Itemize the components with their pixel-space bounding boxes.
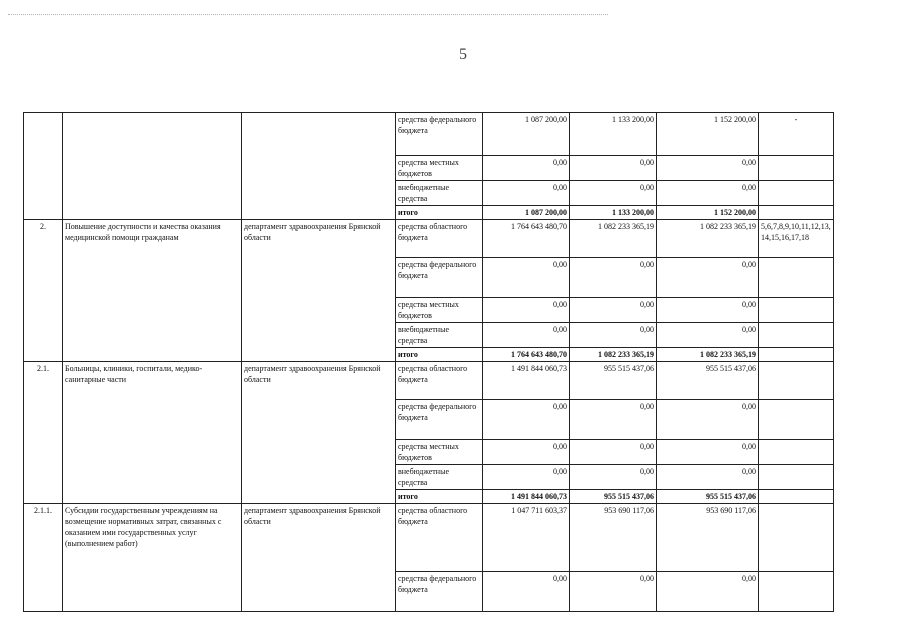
amount-year-1-cell: 0,00 — [483, 156, 570, 181]
target-indicators-cell — [759, 572, 834, 612]
target-indicators-cell — [759, 181, 834, 206]
table-row — [24, 113, 834, 156]
amount-year-1-cell: 1 087 200,00 — [483, 113, 570, 156]
table-row — [24, 362, 834, 400]
funding-source-cell: средства федерального бюджета — [396, 400, 483, 440]
amount-year-3-cell: 1 082 233 365,19 — [657, 220, 759, 258]
amount-year-2-cell: 0,00 — [570, 258, 657, 298]
amount-year-3-cell: 0,00 — [657, 323, 759, 348]
amount-year-1-cell: 1 491 844 060,73 — [483, 362, 570, 400]
activity-name-cell: Повышение доступности и качества оказания медицинской помощи гражданам — [63, 220, 242, 362]
amount-year-1-cell: 1 491 844 060,73 — [483, 490, 570, 504]
row-index-cell: 2.1. — [24, 362, 63, 504]
amount-year-1-cell: 0,00 — [483, 258, 570, 298]
funding-source-cell: итого — [396, 490, 483, 504]
funding-source-cell: средства областного бюджета — [396, 220, 483, 258]
amount-year-3-cell: 1 152 200,00 — [657, 206, 759, 220]
row-index-cell — [24, 113, 63, 220]
amount-year-3-cell: 955 515 437,06 — [657, 362, 759, 400]
target-indicators-cell: - — [759, 113, 834, 156]
table-row — [24, 220, 834, 258]
executor-cell: департамент здравоохранения Брянской области — [242, 504, 396, 612]
amount-year-2-cell: 0,00 — [570, 440, 657, 465]
amount-year-2-cell: 1 133 200,00 — [570, 206, 657, 220]
budget-table-body — [24, 113, 834, 612]
amount-year-2-cell: 0,00 — [570, 156, 657, 181]
amount-year-1-cell: 0,00 — [483, 400, 570, 440]
amount-year-2-cell: 955 515 437,06 — [570, 362, 657, 400]
funding-source-cell: внебюджетные средства — [396, 465, 483, 490]
executor-cell — [242, 113, 396, 220]
funding-source-cell: внебюджетные средства — [396, 323, 483, 348]
amount-year-1-cell: 0,00 — [483, 323, 570, 348]
amount-year-1-cell: 0,00 — [483, 465, 570, 490]
funding-source-cell: средства областного бюджета — [396, 504, 483, 572]
executor-cell: департамент здравоохранения Брянской области — [242, 220, 396, 362]
amount-year-2-cell: 953 690 117,06 — [570, 504, 657, 572]
amount-year-3-cell: 0,00 — [657, 156, 759, 181]
amount-year-3-cell: 0,00 — [657, 440, 759, 465]
funding-source-cell: средства местных бюджетов — [396, 298, 483, 323]
amount-year-2-cell: 1 082 233 365,19 — [570, 220, 657, 258]
amount-year-1-cell: 0,00 — [483, 181, 570, 206]
amount-year-2-cell: 0,00 — [570, 323, 657, 348]
table-row — [24, 504, 834, 572]
activity-name-cell: Субсидии государственным учреждениям на возмещение нормативных затрат, связанных с оказанием ими государственных услуг (выполнением работ) — [63, 504, 242, 612]
row-index-cell: 2.1.1. — [24, 504, 63, 612]
amount-year-3-cell: 0,00 — [657, 400, 759, 440]
scan-artifact-line — [8, 14, 608, 15]
amount-year-3-cell: 0,00 — [657, 258, 759, 298]
amount-year-1-cell: 0,00 — [483, 572, 570, 612]
amount-year-2-cell: 1 082 233 365,19 — [570, 348, 657, 362]
target-indicators-cell — [759, 156, 834, 181]
target-indicators-cell — [759, 258, 834, 298]
funding-source-cell: итого — [396, 206, 483, 220]
target-indicators-cell — [759, 206, 834, 220]
page-number: 5 — [459, 46, 467, 63]
amount-year-1-cell: 1 047 711 603,37 — [483, 504, 570, 572]
target-indicators-cell: 5,6,7,8,9,10,11,12,13,14,15,16,17,18 — [759, 220, 834, 258]
amount-year-3-cell: 0,00 — [657, 298, 759, 323]
amount-year-1-cell: 1 764 643 480,70 — [483, 348, 570, 362]
amount-year-3-cell: 1 152 200,00 — [657, 113, 759, 156]
target-indicators-cell — [759, 298, 834, 323]
row-index-cell: 2. — [24, 220, 63, 362]
amount-year-3-cell: 0,00 — [657, 465, 759, 490]
activity-name-cell — [63, 113, 242, 220]
funding-source-cell: средства федерального бюджета — [396, 113, 483, 156]
target-indicators-cell — [759, 348, 834, 362]
amount-year-1-cell: 1 087 200,00 — [483, 206, 570, 220]
amount-year-1-cell: 1 764 643 480,70 — [483, 220, 570, 258]
amount-year-2-cell: 0,00 — [570, 181, 657, 206]
amount-year-2-cell: 1 133 200,00 — [570, 113, 657, 156]
amount-year-2-cell: 0,00 — [570, 298, 657, 323]
budget-table — [23, 112, 834, 612]
amount-year-2-cell: 0,00 — [570, 572, 657, 612]
funding-source-cell: внебюджетные средства — [396, 181, 483, 206]
funding-source-cell: средства местных бюджетов — [396, 156, 483, 181]
amount-year-1-cell: 0,00 — [483, 298, 570, 323]
funding-source-cell: средства федерального бюджета — [396, 258, 483, 298]
target-indicators-cell — [759, 504, 834, 572]
activity-name-cell: Больницы, клиники, госпитали, медико-санитарные части — [63, 362, 242, 504]
target-indicators-cell — [759, 323, 834, 348]
amount-year-2-cell: 0,00 — [570, 400, 657, 440]
amount-year-3-cell: 955 515 437,06 — [657, 490, 759, 504]
executor-cell: департамент здравоохранения Брянской области — [242, 362, 396, 504]
amount-year-1-cell: 0,00 — [483, 440, 570, 465]
target-indicators-cell — [759, 440, 834, 465]
amount-year-2-cell: 955 515 437,06 — [570, 490, 657, 504]
amount-year-2-cell: 0,00 — [570, 465, 657, 490]
target-indicators-cell — [759, 362, 834, 400]
funding-source-cell: средства областного бюджета — [396, 362, 483, 400]
amount-year-3-cell: 953 690 117,06 — [657, 504, 759, 572]
amount-year-3-cell: 0,00 — [657, 181, 759, 206]
target-indicators-cell — [759, 490, 834, 504]
target-indicators-cell — [759, 465, 834, 490]
amount-year-3-cell: 0,00 — [657, 572, 759, 612]
target-indicators-cell — [759, 400, 834, 440]
funding-source-cell: средства федерального бюджета — [396, 572, 483, 612]
amount-year-3-cell: 1 082 233 365,19 — [657, 348, 759, 362]
funding-source-cell: итого — [396, 348, 483, 362]
funding-source-cell: средства местных бюджетов — [396, 440, 483, 465]
